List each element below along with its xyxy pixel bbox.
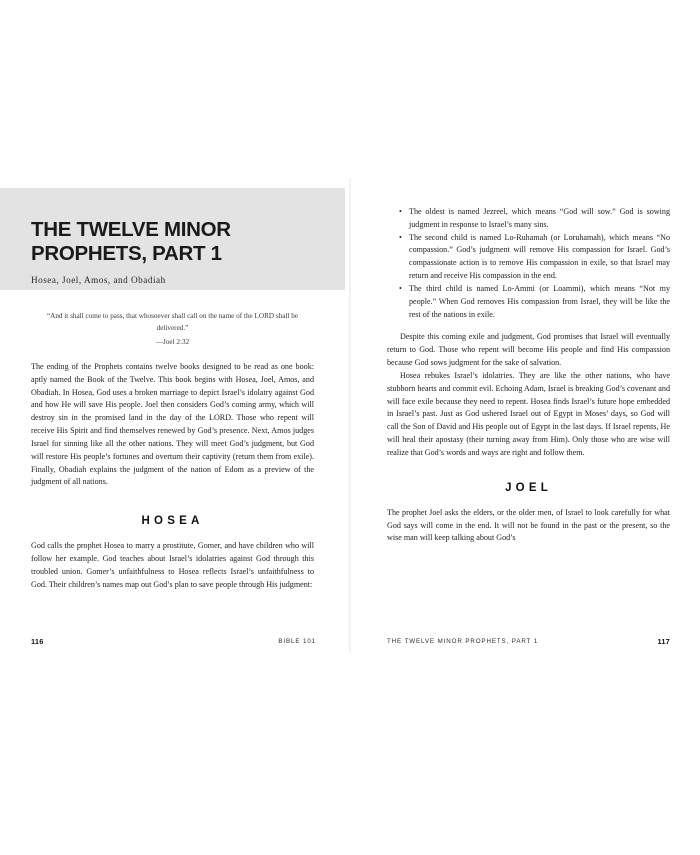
chapter-header-band xyxy=(0,188,345,290)
left-page-text-column xyxy=(31,361,314,592)
page-number-right: 117 xyxy=(657,636,670,646)
intro-paragraph: The ending of the Prophets contains twelve books designed to be read as one book: aptly named the Book of the Twelve. This book begins with Hosea, Joel, Amos, and Obadiah. In Hosea, God uses a broken marriage to depict Israel’s idolatry against God and how He will save His people. Joel then considers God’s coming army, which will destroy sin in the promised land in the day of the LORD. Those who repent will receive His Spirit and find themselves renewed by God’s presence. Next, Amos judges Israel for sinning like all the other nations. They will meet God’s judgment, but God will restore His people’s fortunes and overturn their captivity (return them from exile). Finally, Obadiah explains the judgment of the nation of Edom as a preview of the judgment of all nations. xyxy=(31,362,314,487)
hosea-children-list xyxy=(387,206,670,321)
joel-paragraph: The prophet Joel asks the elders, or the older men, of Israel to look carefully for what God says will come in the end. It will not be found in the past or the present, so the wise man will keep talking about God’s xyxy=(387,507,670,543)
epigraph-quote: “And it shall come to pass, that whosoever shall call on the name of the LORD shall be delivered.” xyxy=(46,312,299,333)
section-heading-joel: JOEL xyxy=(505,481,552,494)
right-page-text-column xyxy=(387,206,670,545)
footer-right xyxy=(351,630,700,652)
right-paragraph-1: Despite this coming exile and judgment, God promises that Israel will eventually return to God. Those who repent will become His people and find His compassion because God sows judgment for the sake of salvation. xyxy=(387,332,670,368)
chapter-subtitle: Hosea, Joel, Amos, and Obadiah xyxy=(31,275,166,286)
book-spread xyxy=(0,178,700,652)
section-heading-hosea: HOSEA xyxy=(141,515,204,528)
page-right xyxy=(350,178,700,652)
right-paragraph-2: Hosea rebukes Israel’s idolatries. They are like the other nations, who have stubborn hearts and commit evil. Echoing Adam, Israel is breaking God’s covenant and will face exile because they need to repent. Hosea finds Israel’s future hope embedded in Israel’s past. Just as God ushered Israel out of Egypt in Moses’ days, so God will call the Son of David and His people out of Egypt in the last days. If Israel repents, He will heal their apostasy (their turning away from Him). Only those who are wise will realize that God’s words and ways are right and follow them. xyxy=(387,370,670,457)
footer-left xyxy=(0,630,350,652)
list-item: • The third child is named Lo-Ammi (or Loammi), which means “Not my people.” When God removes His compassion from Israel, they will be like the rest of the nations in exile. xyxy=(400,283,670,321)
list-item: • The second child is named Lo-Ruhamah (or Loruhamah), which means “No compassion.” God’s judgment will remove His compassion for Israel. God’s compassionate action is to remove His compassion in exile, so that Israel may return and receive His compassion in the end. xyxy=(400,232,670,283)
running-head-right: THE TWELVE MINOR PROPHETS, PART 1 xyxy=(387,637,539,645)
hosea-paragraph: God calls the prophet Hosea to marry a prostitute, Gomer, and have children who will follow her example. God teaches about Israel’s idolatries against God through this troubled union. Gomer’s unfaithfulness to Hosea reflects Israel’s unfaithfulness to God. Their children’s names map out God’s plan to save people through His judgment: xyxy=(31,541,314,589)
page-left xyxy=(0,178,350,652)
epigraph-attribution: —Joel 2:32 xyxy=(155,337,190,346)
list-item: • The oldest is named Jezreel, which means “God will sow.” God is sowing judgment in response to Israel’s many sins. xyxy=(400,206,670,232)
chapter-title: THE TWELVE MINOR PROPHETS, PART 1 xyxy=(31,218,231,266)
page-number-left: 116 xyxy=(31,636,44,646)
running-head-left: BIBLE 101 xyxy=(278,637,316,645)
epigraph xyxy=(31,310,314,348)
